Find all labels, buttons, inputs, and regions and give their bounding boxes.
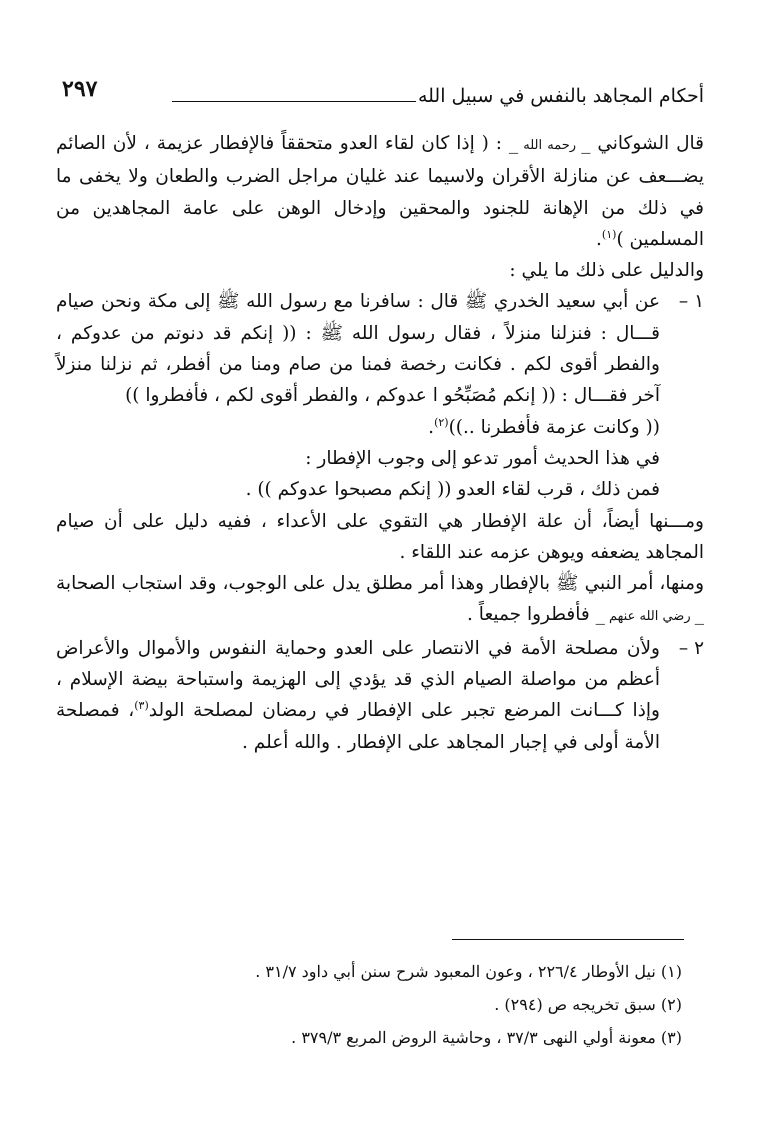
page-number: ٢٩٧ [62,76,98,102]
item-body-1 [56,286,660,442]
hadith-last-line [56,412,660,443]
footnote-ref-3[interactable]: (٣) [134,699,149,713]
sentence-end: . [596,228,602,250]
point-2: ومـــنها أيضاً، أن علة الإفطار هي التقوي على الأعداء ، ففيه دليل على أن صيام المجاهد يضعفه ويوهن عزمه عند اللقاء . [56,510,704,563]
point-3 [56,568,704,633]
footnote-ref-1[interactable]: (١) [601,227,617,241]
quote-attribution: قال الشوكاني _ [581,133,704,154]
footnote-ref-2[interactable]: (٢) [434,415,449,429]
item-2-text-part1: ولأن مصلحة الأمة في الانتصار على العدو وحماية النفوس والأموال والأعراض أعظم من مواصلة الصيام الذي قد يؤدي إلى الهزيمة واستباحة بيضة الإسلام ، وإذا كـــانت المرضع تجبر على الإفطار في رمضان لمصلحة الولد [56,637,660,722]
point-1: فمن ذلك ، قرب لقاء العدو (( إنكم مصبحوا عدوكم )) . [245,479,660,501]
footnote-2: (٢) سبق تخريجه ص (٢٩٤) . [494,995,682,1014]
list-item-1 [56,286,704,442]
point-3-text: ومنها، أمر النبي ﷺ بالإفطار وهذا أمر مطلق يدل على الوجوب، وقد استجاب الصحابة _ [56,573,704,626]
main-text [56,128,704,758]
footnote-1: (١) نيل الأوطار ٢٢٦/٤ ، وعون المعبود شرح سنن أبي داود ٣١/٧ . [255,962,682,981]
hadith-text: عن أبي سعيد الخدري ﷺ قال : سافرنا مع رسول الله ﷺ إلى مكة ونحن صيام قـــال : فنزلنا منزلاً ، فقال رسول الله ﷺ : (( إنكم قد دنوتم من عدوكم ، والفطر أقوى لكم . فكانت رخصة فمنا من صام ومنا من أفطر، ثم نزلنا منزلاً آخر فقـــال : (( إنكم مُصَبِّحُو ا عدوكم ، والفطر أقوى لكم ، فأفطروا )) [56,291,660,407]
item-number-1: ١ – [678,291,704,313]
sentence-end: . [428,416,435,438]
header-divider [172,101,416,102]
footnote-divider [452,939,684,940]
shawkani-quote [56,128,704,255]
item-number-2: ٢ – [678,637,704,659]
honorific: رحمه الله [518,138,582,153]
point-3-ending: _ فأفطروا جميعاً . [467,604,605,626]
footnotes [122,955,682,1054]
hadith-points-intro: في هذا الحديث أمور تدعو إلى وجوب الإفطار : [305,447,660,469]
item-2-text [56,633,660,758]
item-2-text-part2: ، فمصلحة الأمة أولى في إجبار المجاهد على الإفطار . والله أعلم . [56,700,660,753]
honorific: رضي الله عنهم [604,609,695,625]
footnote-3: (٣) معونة أولي النهى ٣٧/٣ ، وحاشية الروض المربع ٣٧٩/٣ . [291,1028,682,1047]
quote-text: _ : ( إذا كان لقاء العدو متحققاً فالإفطار عزيمة ، لأن الصائم يضـــعف عن منازلة الأقران ولاسيما عند غليان مراجل الضرب والطعان ولا يخفى ما في ذلك من الإهانة للجنود والمحقين وإدخال الوهن على عامة المجاهدين من المسلمين ) [56,133,704,250]
running-header-title: أحكام المجاهد بالنفس في سبيل الله [417,85,704,107]
item-body-2 [56,633,660,758]
hadith-ending: (( وكانت عزمة فأفطرنا ..)) [448,416,660,438]
list-item-2 [56,633,704,758]
evidence-intro: والدليل على ذلك ما يلي : [509,260,704,282]
